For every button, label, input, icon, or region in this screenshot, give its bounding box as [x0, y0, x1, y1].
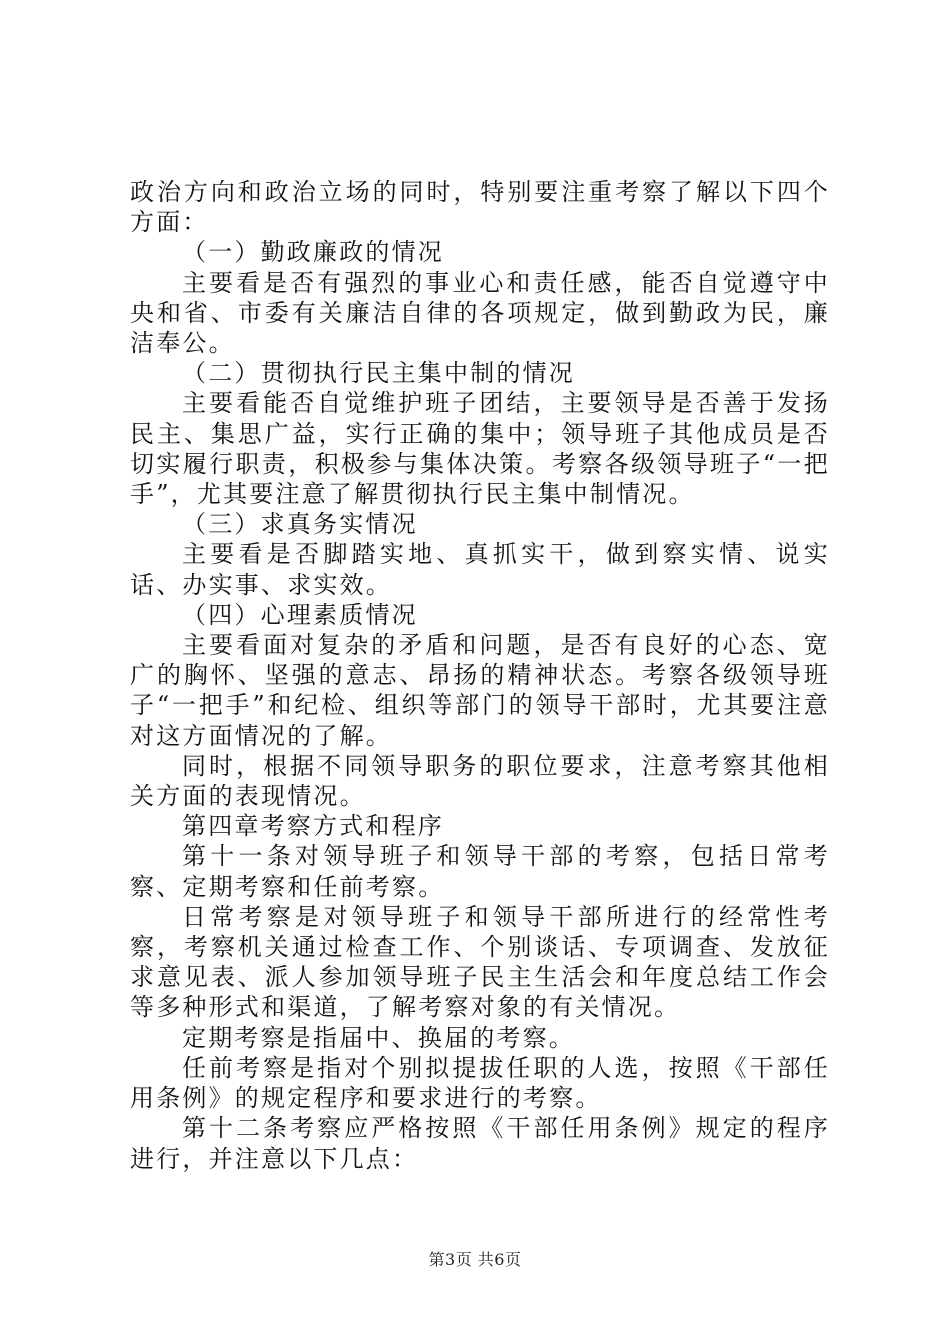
article-paragraph: 第十二条考察应严格按照《干部任用条例》规定的程序进行，并注意以下几点：: [130, 1114, 830, 1173]
paragraph: 主要看面对复杂的矛盾和问题，是否有良好的心态、宽广的胸怀、坚强的意志、昂扬的精神状态。考察各级领导班子“一把手”和纪检、组织等部门的领导干部时，尤其要注意对这方面情况的了解。: [130, 631, 830, 750]
paragraph: 主要看是否脚踏实地、真抓实干，做到察实情、说实话、办实事、求实效。: [130, 540, 830, 599]
chapter-heading: 第四章考察方式和程序: [182, 812, 444, 841]
section-heading-1: （一）勤政廉政的情况: [182, 238, 444, 267]
section-heading-2: （二）贯彻执行民主集中制的情况: [182, 359, 575, 388]
page-footer: 第3页 共6页: [428, 1250, 522, 1269]
article-paragraph: 第十一条对领导班子和领导干部的考察，包括日常考察、定期考察和任前考察。: [130, 842, 830, 901]
paragraph: 主要看是否有强烈的事业心和责任感，能否自觉遵守中央和省、市委有关廉洁自律的各项规定，做到勤政为民，廉洁奉公。: [130, 268, 830, 358]
paragraph: 定期考察是指届中、换届的考察。: [182, 1023, 575, 1052]
document-body: [130, 177, 830, 1174]
paragraph-continuation: 政治方向和政治立场的同时，特别要注重考察了解以下四个方面：: [130, 178, 830, 237]
paragraph: 主要看能否自觉维护班子团结，主要领导是否善于发扬民主、集思广益，实行正确的集中；领导班子其他成员是否切实履行职责，积极参与集体决策。考察各级领导班子“一把手”，尤其要注意了解贯彻执行民主集中制情况。: [130, 389, 830, 509]
paragraph: 同时，根据不同领导职务的职位要求，注意考察其他相关方面的表现情况。: [130, 751, 830, 811]
paragraph: 日常考察是对领导班子和领导干部所进行的经常性考察，考察机关通过检查工作、个别谈话、专项调查、发放征求意见表、派人参加领导班子民主生活会和年度总结工作会等多种形式和渠道，了解考察对象的有关情况。: [130, 902, 830, 1022]
section-heading-4: （四）心理素质情况: [182, 600, 418, 629]
section-heading-3: （三）求真务实情况: [182, 510, 418, 539]
paragraph: 任前考察是指对个别拟提拔任职的人选，按照《干部任用条例》的规定程序和要求进行的考察。: [130, 1053, 830, 1113]
